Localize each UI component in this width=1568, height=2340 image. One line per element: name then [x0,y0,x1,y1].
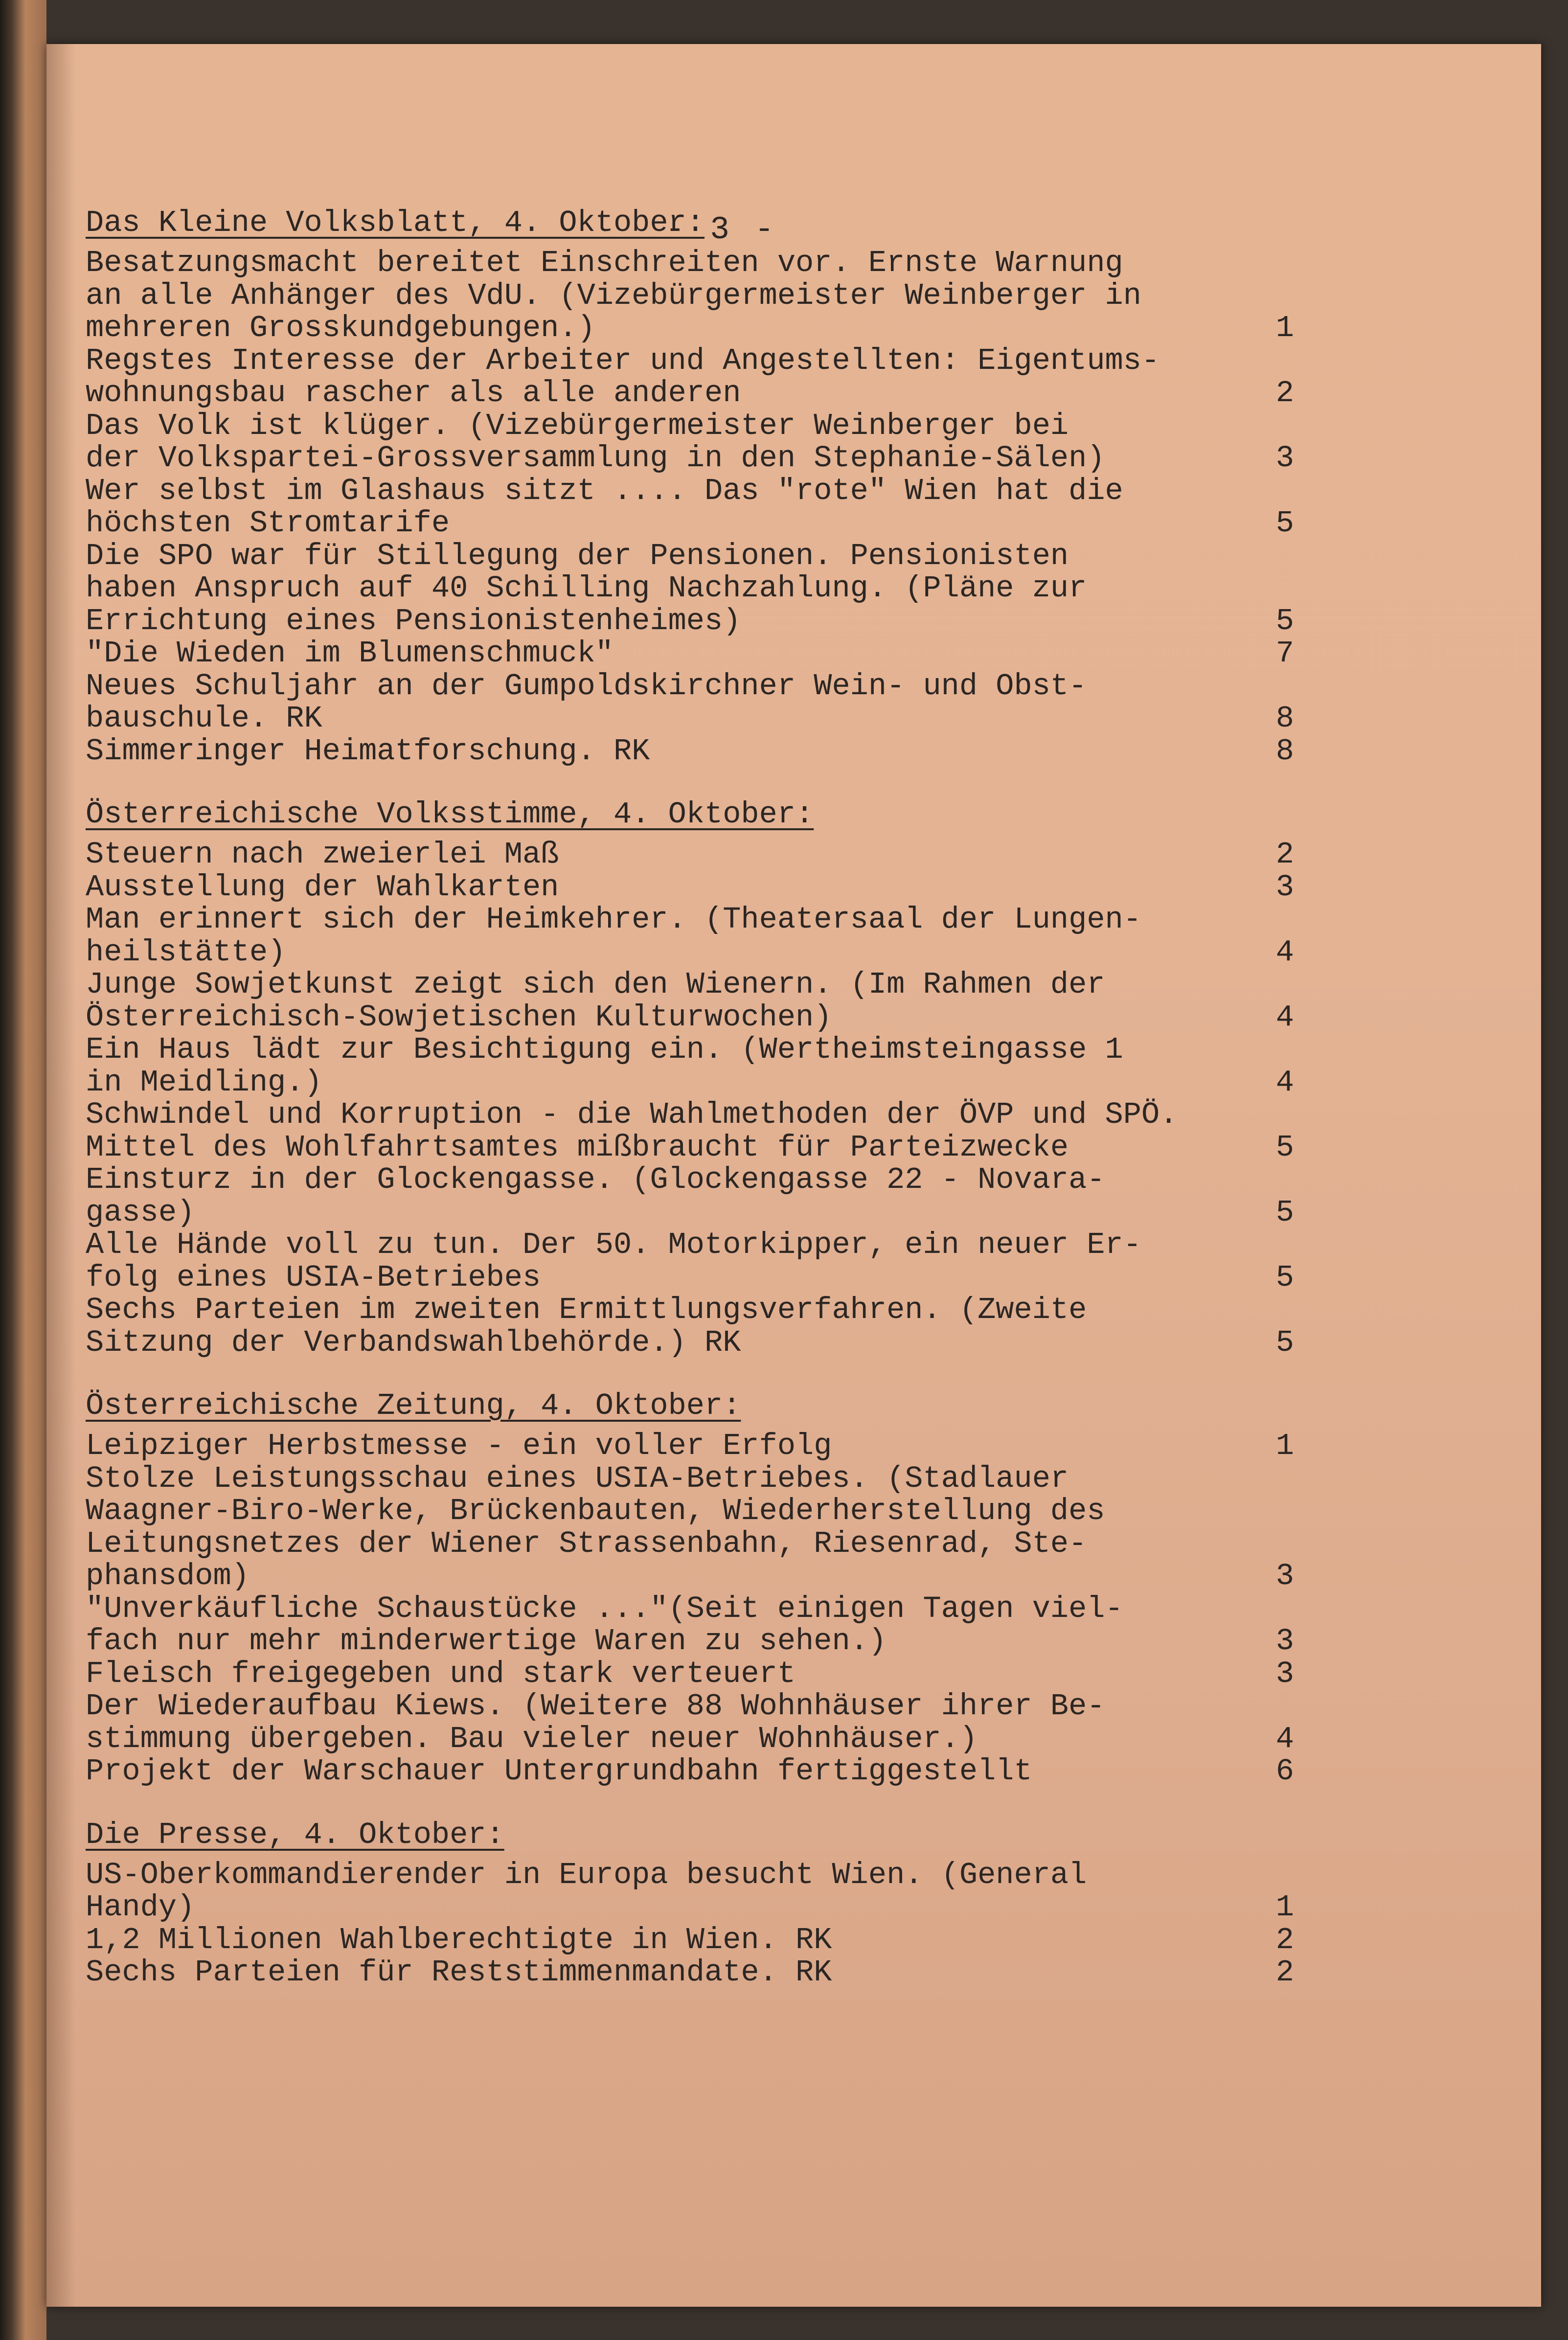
article-entry [86,540,1294,638]
page-reference: 7 [1275,636,1294,671]
article-line: Wer selbst im Glashaus sitzt .... Das "rote" Wien hat die [86,473,1123,508]
gutter-shadow [46,44,76,2307]
article-title [86,904,1274,969]
article-entry [86,904,1294,969]
article-title [86,540,1274,638]
page-reference: 6 [1275,1754,1294,1789]
article-line: haben Anspruch auf 40 Schilling Nachzahlung. (Pläne zur [86,571,1087,606]
article-title [86,1430,1274,1463]
article-entry [86,1164,1294,1229]
article-line: Sechs Parteien im zweiten Ermittlungsverfahren. (Zweite [86,1293,1087,1327]
article-line: höchsten Stromtarife [86,506,450,541]
article-title [86,410,1274,475]
article-title [86,1164,1274,1229]
page-reference: 5 [1275,1325,1294,1360]
article-line: in Meidling.) [86,1065,322,1100]
page-reference: 4 [1275,1000,1294,1035]
article-line: Neues Schuljahr an der Gumpoldskirchner Wein- und Obst- [86,668,1087,704]
page-reference: 4 [1275,934,1294,970]
article-entry [86,1034,1294,1099]
book-spine [0,0,46,2340]
article-line: Die SPO war für Stillegung der Pensionen. Pensionisten [86,538,1069,573]
article-entry [86,670,1294,735]
article-line: Ein Haus lädt zur Besichtigung ein. (Wertheimsteingasse 1 [86,1032,1123,1067]
page-reference: 1 [1275,1429,1294,1463]
page-reference: 2 [1275,1955,1294,1990]
article-line: 1,2 Millionen Wahlberechtigte in Wien. RK [86,1922,832,1957]
article-line: Einsturz in der Glockengasse. (Glockengasse 22 - Novara- [86,1162,1105,1197]
page-reference: 8 [1275,701,1294,736]
article-line: Man erinnert sich der Heimkehrer. (Theatersaal der Lungen- [86,902,1141,937]
article-line: Handy) [86,1890,195,1925]
press-review-content [86,205,1294,2019]
section-heading: Österreichische Volksstimme, 4. Oktober: [86,797,814,832]
article-line: heilstätte) [86,934,286,970]
article-line: stimmung übergeben. Bau vieler neuer Wohnhäuser.) [86,1721,978,1756]
article-line: Errichtung eines Pensionistenheimes) [86,603,741,638]
newspaper-section [86,205,1294,768]
article-line: Schwindel und Korruption - die Wahlmethoden der ÖVP und SPÖ. [86,1097,1178,1132]
page-reference: 5 [1275,506,1294,541]
newspaper-section [86,1388,1294,1788]
section-heading: Das Kleine Volksblatt, 4. Oktober: [86,205,705,240]
article-title [86,1463,1274,1593]
article-line: Fleisch freigegeben und stark verteuert [86,1656,796,1691]
article-title [86,1956,1274,1989]
article-line: Österreichisch-Sowjetischen Kulturwochen) [86,1000,832,1035]
article-line: phansdom) [86,1559,250,1593]
article-line: Mittel des Wohlfahrtsamtes mißbraucht für Parteizwecke [86,1130,1069,1165]
page-reference: 2 [1275,1922,1294,1957]
newspaper-section [86,797,1294,1359]
article-entry [86,637,1294,670]
article-line: Sechs Parteien für Reststimmenmandate. RK [86,1955,832,1990]
article-title [86,1593,1274,1658]
article-title [86,735,1274,768]
article-title [86,637,1274,670]
article-entry [86,1463,1294,1593]
article-line: Junge Sowjetkunst zeigt sich den Wienern. (Im Rahmen der [86,967,1105,1002]
page-reference: 1 [1275,311,1294,345]
page-reference: 4 [1275,1721,1294,1756]
article-entry [86,1099,1294,1164]
article-line: Simmeringer Heimatforschung. RK [86,733,650,769]
article-line: US-Oberkommandierender in Europa besucht Wien. (General [86,1857,1087,1892]
article-entry [86,1924,1294,1957]
article-line: mehreren Grosskundgebungen.) [86,311,595,345]
article-line: Steuern nach zweierlei Maß [86,837,559,872]
article-title [86,1755,1274,1788]
article-line: Leipziger Herbstmesse - ein voller Erfolg [86,1429,832,1463]
article-line: an alle Anhänger des VdU. (Vizebürgermeister Weinberger in [86,278,1141,313]
page-reference: 5 [1275,1260,1294,1295]
page-reference: 5 [1275,603,1294,638]
article-title [86,1034,1274,1099]
article-title [86,1924,1274,1957]
page-reference: 2 [1275,837,1294,872]
page-reference: 3 [1275,1559,1294,1593]
article-entry [86,735,1294,768]
article-line: Leitungsnetzes der Wiener Strassenbahn, Riesenrad, Ste- [86,1526,1087,1561]
article-line: Regstes Interesse der Arbeiter und Angestellten: Eigentums- [86,343,1160,378]
article-entry [86,1229,1294,1294]
article-entry [86,247,1294,345]
article-line: Projekt der Warschauer Untergrundbahn fertiggestellt [86,1754,1032,1789]
page-reference: 3 [1275,1656,1294,1691]
section-heading: Österreichische Zeitung, 4. Oktober: [86,1388,741,1423]
article-line: Besatzungsmacht bereitet Einschreiten vor. Ernste Warnung [86,246,1123,280]
article-line: wohnungsbau rascher als alle anderen [86,376,741,410]
article-line: Waagner-Biro-Werke, Brückenbauten, Wiederherstellung des [86,1494,1105,1528]
article-line: "Unverkäufliche Schaustücke ..."(Seit einigen Tagen viel- [86,1591,1123,1626]
newspaper-section [86,1817,1294,1989]
page-reference: 4 [1275,1065,1294,1100]
page-reference: 3 [1275,1624,1294,1658]
section-heading: Die Presse, 4. Oktober: [86,1817,504,1852]
article-entry [86,1593,1294,1658]
article-title [86,1099,1274,1164]
article-line: Das Volk ist klüger. (Vizebürgermeister Weinberger bei [86,408,1069,443]
page-reference: 3 [1275,441,1294,476]
article-title [86,670,1274,735]
article-title [86,871,1274,904]
article-line: "Die Wieden im Blumenschmuck" [86,636,614,671]
article-entry [86,345,1294,410]
article-line: Ausstellung der Wahlkarten [86,869,559,905]
article-entry [86,1430,1294,1463]
article-line: gasse) [86,1195,195,1230]
article-entry [86,475,1294,540]
article-entry [86,1294,1294,1359]
article-title [86,1658,1274,1691]
article-line: Alle Hände voll zu tun. Der 50. Motorkipper, ein neuer Er- [86,1227,1141,1262]
article-line: bauschule. RK [86,701,322,736]
article-line: der Volkspartei-Grossversammlung in den Stephanie-Sälen) [86,441,1105,476]
article-title [86,345,1274,410]
page-reference: 2 [1275,376,1294,410]
article-title [86,1229,1274,1294]
article-title [86,839,1274,871]
article-title [86,1859,1274,1924]
article-entry [86,1956,1294,1989]
article-entry [86,1755,1294,1788]
article-entry [86,1859,1294,1924]
article-entry [86,1690,1294,1755]
article-title [86,1294,1274,1359]
page-reference: 5 [1275,1195,1294,1230]
page-reference: 5 [1275,1130,1294,1165]
page-reference: 8 [1275,733,1294,769]
article-line: Der Wiederaufbau Kiews. (Weitere 88 Wohnhäuser ihrer Be- [86,1689,1105,1724]
article-entry [86,1658,1294,1691]
article-title [86,475,1274,540]
article-title [86,969,1274,1034]
article-line: Sitzung der Verbandswahlbehörde.) RK [86,1325,741,1360]
article-title [86,247,1274,345]
page-number: - 3 - [665,211,777,248]
page-reference: 3 [1275,869,1294,905]
page-reference: 1 [1275,1890,1294,1925]
article-line: Stolze Leistungsschau eines USIA-Betriebes. (Stadlauer [86,1461,1069,1496]
article-line: fach nur mehr minderwertige Waren zu sehen.) [86,1624,887,1658]
article-line: folg eines USIA-Betriebes [86,1260,541,1295]
article-entry [86,871,1294,904]
article-title [86,1690,1274,1755]
article-entry [86,410,1294,475]
article-entry [86,969,1294,1034]
article-entry [86,839,1294,871]
